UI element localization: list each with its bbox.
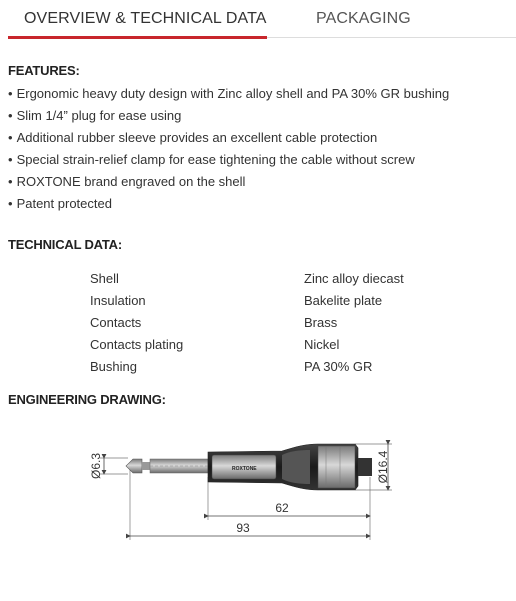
spec-value: Nickel <box>304 337 340 352</box>
spec-value: Brass <box>304 315 338 330</box>
feature-item: • Patent protected <box>8 193 449 215</box>
spec-label: Contacts <box>90 315 142 330</box>
dimension-total-length: 93 <box>236 521 250 535</box>
tab-overview-technical-data[interactable]: OVERVIEW & TECHNICAL DATA <box>24 10 267 27</box>
brand-engraving: ROXTONE <box>232 466 257 472</box>
active-tab-indicator <box>8 36 267 39</box>
spec-row <box>90 312 420 334</box>
feature-item: • Ergonomic heavy duty design with Zinc alloy shell and PA 30% GR bushing <box>8 83 449 105</box>
technical-data-table <box>90 268 420 378</box>
tab-packaging[interactable]: PACKAGING <box>316 10 411 27</box>
dimension-tip-diameter: Ø6.3 <box>89 452 103 480</box>
spec-value: Bakelite plate <box>304 293 383 308</box>
feature-item: • ROXTONE brand engraved on the shell <box>8 171 449 193</box>
dimension-body-diameter: Ø16.4 <box>376 450 390 484</box>
engineering-drawing-heading: ENGINEERING DRAWING: <box>8 392 166 407</box>
spec-value: Zinc alloy diecast <box>304 271 404 286</box>
technical-data-heading: TECHNICAL DATA: <box>8 237 122 252</box>
spec-value: PA 30% GR <box>304 359 373 374</box>
spec-label: Bushing <box>90 359 137 374</box>
spec-label: Insulation <box>90 293 146 308</box>
features-list <box>8 83 449 215</box>
spec-label: Shell <box>90 271 119 286</box>
tab-bar <box>0 0 516 40</box>
features-heading: FEATURES: <box>8 63 80 78</box>
dimension-body-length: 62 <box>275 501 289 515</box>
spec-row <box>90 356 420 378</box>
spec-row <box>90 290 420 312</box>
spec-label: Contacts plating <box>90 337 184 352</box>
feature-item: • Additional rubber sleeve provides an excellent cable protection <box>8 127 449 149</box>
feature-item: • Slim 1/4” plug for ease using <box>8 105 449 127</box>
engineering-drawing <box>0 420 516 601</box>
feature-item: • Special strain-relief clamp for ease tightening the cable without screw <box>8 149 449 171</box>
spec-row <box>90 268 420 290</box>
spec-row <box>90 334 420 356</box>
